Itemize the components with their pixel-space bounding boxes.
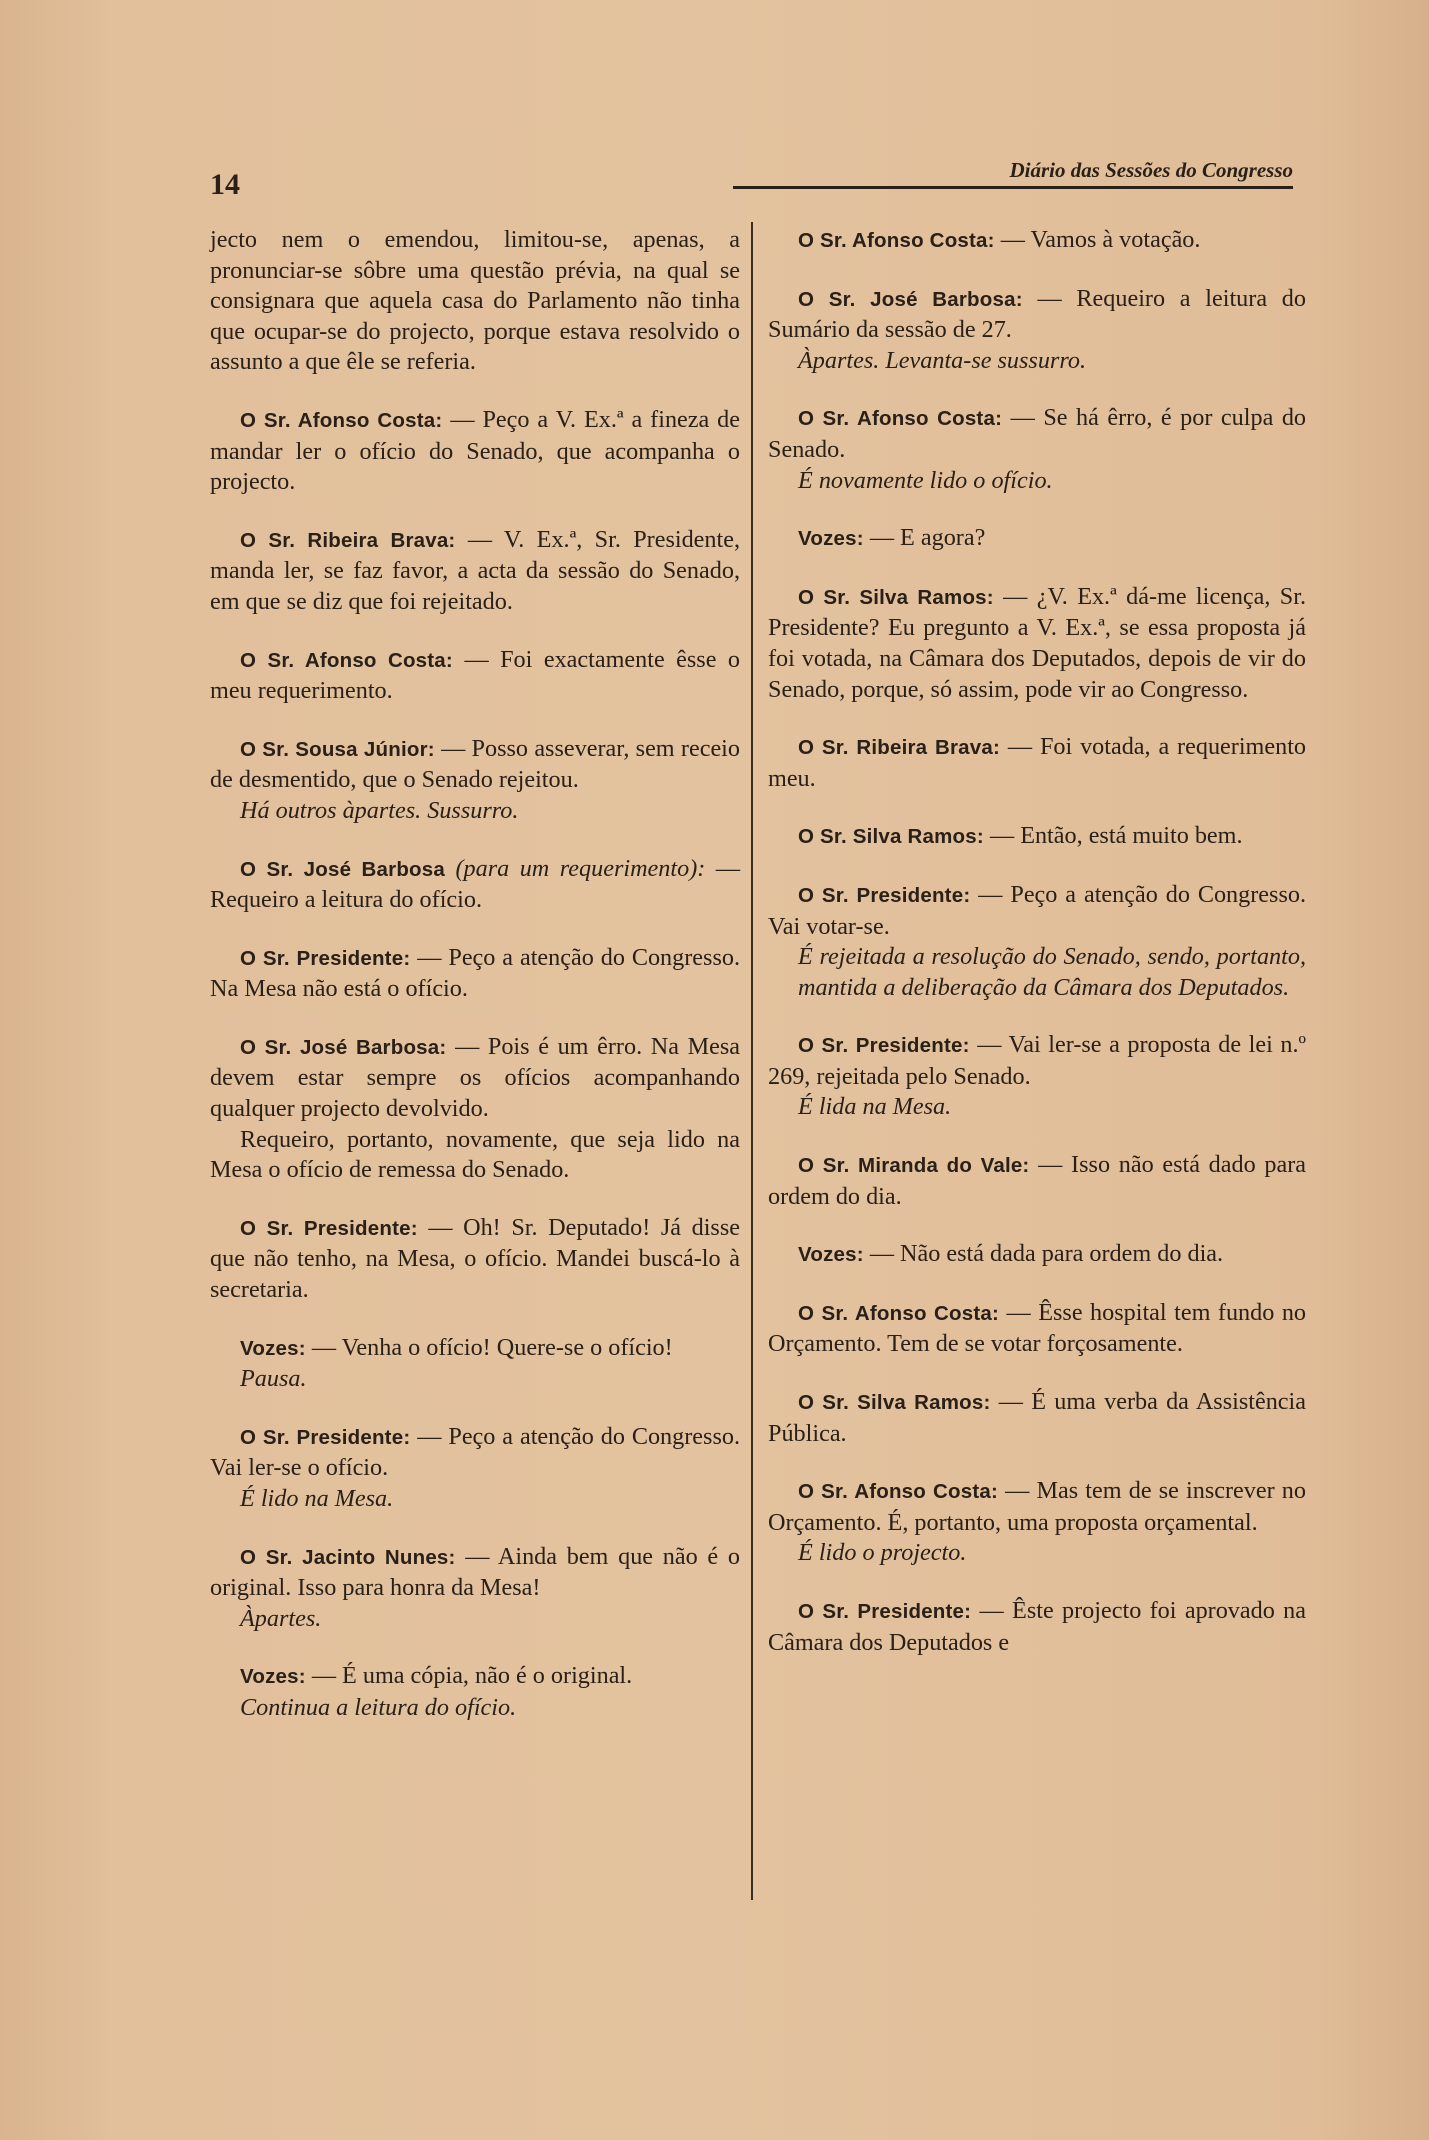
speech-paragraph	[210, 645, 740, 707]
utterance: — Êsse hospital tem fundo no Orçamento. Tem de se votar forçosamente.	[768, 1298, 1307, 1358]
speech-text	[210, 1333, 740, 1365]
speech-text	[768, 821, 1306, 853]
speaker-name: Vozes:	[240, 1336, 306, 1360]
speech-paragraph	[210, 405, 740, 498]
speaker-name: O Sr. José Barbosa:	[798, 287, 1023, 311]
speech-text	[768, 1387, 1306, 1449]
speaker-name: O Sr. Afonso Costa:	[798, 1480, 998, 1504]
utterance: — Isso não está dado para ordem do dia.	[768, 1151, 1306, 1210]
speech-paragraph	[768, 821, 1306, 853]
speech-paragraph	[210, 1422, 740, 1515]
utterance: — Êste projecto foi aprovado na Câmara dos Deputados e	[768, 1597, 1306, 1656]
speaker-name: O Sr. Presidente:	[798, 1600, 972, 1623]
speech-text	[210, 225, 740, 378]
stage-note: Àpartes. Levanta-se sussurro.	[798, 346, 1087, 374]
utterance: — Não está dada para ordem do dia.	[869, 1240, 1224, 1268]
stage-note: É lido o projecto.	[798, 1539, 967, 1567]
speech-paragraph	[210, 1542, 740, 1635]
speech-text	[768, 1239, 1306, 1271]
speaker-name: Vozes:	[798, 527, 864, 551]
speaker-name: O Sr. Presidente:	[798, 1034, 970, 1058]
speech-text	[768, 403, 1306, 465]
speaker-name: O Sr. Afonso Costa:	[798, 407, 1003, 431]
running-title: Diário das Sessões do Congresso	[733, 158, 1293, 189]
speech-continuation: Requeiro, portanto, novamente, que seja lido na Mesa o ofício de remessa do Senado.	[210, 1125, 740, 1184]
utterance: — É uma verba da Assistência Pública.	[768, 1388, 1306, 1447]
speech-paragraph	[768, 1150, 1306, 1212]
speaker-name: O Sr. Jacinto Nunes:	[240, 1545, 456, 1569]
speech-text	[768, 225, 1306, 257]
speech-paragraph	[210, 525, 740, 618]
speaker-name: O Sr. Ribeira Brava:	[240, 528, 456, 552]
speech-text	[768, 1596, 1306, 1658]
page-number: 14	[210, 168, 240, 201]
speech-paragraph	[768, 1298, 1306, 1360]
utterance: jecto nem o emendou, limitou-se, apenas, a pronunciar-se sôbre uma questão prévia, na qual se consignara que aquela casa do Parlamento não tinha que ocupar-se do projecto, porque estava resolvido o assunto a que êle se referia.	[210, 226, 740, 376]
stage-note: É lido na Mesa.	[240, 1485, 394, 1512]
utterance: — Peço a atenção do Congresso. Vai votar-se.	[768, 880, 1306, 940]
speech-paragraph	[210, 225, 740, 378]
speech-text	[210, 854, 740, 916]
speech-text	[210, 1661, 740, 1693]
utterance: — Pois é um êrro. Na Mesa devem estar sempre os ofícios acompanhando qualquer projecto devolvido.	[210, 1032, 740, 1123]
speech-text	[768, 1476, 1306, 1538]
speech-text	[768, 880, 1306, 942]
speech-text	[210, 1213, 740, 1306]
speaker-name: O Sr. Presidente:	[240, 1216, 418, 1240]
utterance: — Peço a V. Ex.ª a fineza de mandar ler o ofício do Senado, que acompanha o projecto.	[210, 405, 741, 496]
speaker-name: O Sr. Ribeira Brava:	[798, 736, 1001, 760]
speech-text	[768, 284, 1306, 346]
speech-text	[210, 943, 740, 1005]
speaker-name: Vozes:	[240, 1665, 306, 1689]
speech-text	[768, 1030, 1306, 1092]
speaker-name: O Sr. Silva Ramos:	[798, 1391, 991, 1415]
speech-paragraph	[768, 582, 1306, 705]
speech-text	[768, 523, 1306, 555]
speech-text	[768, 1298, 1306, 1360]
speaker-name: O Sr. Afonso Costa:	[798, 1301, 1000, 1325]
left-column	[210, 225, 740, 1724]
utterance: — Requeiro a leitura do Sumário da sessão de 27.	[768, 284, 1306, 344]
utterance: — Peço a atenção do Congresso. Vai ler-se o ofício.	[210, 1422, 740, 1482]
utterance: — Então, está muito bem.	[989, 822, 1243, 850]
speaker-name: O Sr. José Barbosa	[240, 857, 445, 881]
stage-note: É lida na Mesa.	[798, 1093, 952, 1121]
utterance: — É uma cópia, não é o original.	[311, 1662, 633, 1690]
speech-text	[768, 732, 1306, 794]
speech-text	[210, 734, 740, 796]
stage-note: Continua a leitura do ofício.	[240, 1693, 517, 1721]
speech-text	[768, 582, 1306, 705]
speech-paragraph	[768, 880, 1306, 1003]
speech-paragraph	[210, 1213, 740, 1306]
utterance: — Requeiro a leitura do ofício.	[210, 854, 740, 914]
speech-paragraph	[768, 1596, 1306, 1658]
speaker-name: O Sr. Presidente:	[240, 946, 411, 970]
utterance: — Venha o ofício! Quere-se o ofício!	[311, 1333, 673, 1361]
stage-note: Àpartes.	[240, 1604, 322, 1632]
utterance: — Peço a atenção do Congresso. Na Mesa não está o ofício.	[210, 943, 740, 1003]
speech-paragraph	[210, 1032, 740, 1186]
stage-note: É novamente lido o ofício.	[798, 466, 1053, 494]
utterance: — Se há êrro, é por culpa do Senado.	[768, 404, 1307, 463]
utterance: — Mas tem de se inscrever no Orçamento. É, portanto, uma proposta orçamental.	[768, 1477, 1306, 1536]
speech-paragraph	[768, 523, 1306, 555]
speech-paragraph	[768, 1239, 1306, 1271]
speech-text	[210, 525, 740, 618]
speaker-name: O Sr. Afonso Costa:	[240, 648, 453, 672]
utterance: — Foi exactamente êsse o meu requerimento.	[210, 645, 741, 705]
speech-text	[210, 645, 740, 707]
speech-paragraph	[768, 403, 1306, 496]
speech-paragraph	[210, 854, 740, 916]
speech-paragraph	[768, 1476, 1306, 1569]
utterance: — V. Ex.ª, Sr. Presidente, manda ler, se faz favor, a acta da sessão do Senado, em que se diz que foi rejeitado.	[210, 525, 741, 615]
utterance: — Oh! Sr. Deputado! Já disse que não tenho, na Mesa, o ofício. Mandei buscá-lo à secretaria.	[210, 1213, 740, 1304]
speaker-name: O Sr. Miranda do Vale:	[798, 1154, 1030, 1178]
speaker-name: O Sr. Presidente:	[240, 1425, 411, 1449]
speech-text	[210, 1542, 740, 1604]
speech-paragraph	[768, 732, 1306, 794]
speech-text	[210, 405, 740, 498]
speaker-name: O Sr. Afonso Costa:	[798, 229, 995, 252]
speech-paragraph	[210, 1661, 740, 1723]
stage-note: Há outros àpartes. Sussurro.	[240, 796, 519, 824]
speaker-name: O Sr. Silva Ramos:	[798, 585, 994, 609]
speaker-name: O Sr. Silva Ramos:	[798, 825, 984, 849]
speech-paragraph	[768, 225, 1306, 257]
speaker-name: O Sr. Presidente:	[798, 883, 971, 907]
column-divider	[751, 222, 753, 1900]
speaker-name: O Sr. José Barbosa:	[240, 1035, 447, 1059]
speaker-name: O Sr. Sousa Júnior:	[240, 737, 435, 761]
speaker-name: Vozes:	[798, 1243, 864, 1267]
utterance: — Foi votada, a requerimento meu.	[768, 733, 1307, 792]
right-column	[768, 225, 1306, 1658]
speech-paragraph	[768, 1030, 1306, 1123]
speech-paragraph	[768, 284, 1306, 377]
utterance: — Posso asseverar, sem receio de desmentido, que o Senado rejeitou.	[210, 734, 740, 794]
speaker-name: O Sr. Afonso Costa:	[240, 408, 443, 432]
utterance: — Vai ler-se a proposta de lei n.º 269, rejeitada pelo Senado.	[768, 1031, 1306, 1090]
stage-note: Pausa.	[240, 1365, 307, 1393]
utterance: — ¿V. Ex.ª dá-me licença, Sr. Presidente? Eu pregunto a V. Ex.ª, se essa proposta já foi votada, na Câmara dos Deputados, depois de vir do Senado, porque, só assim, pode vir ao Congresso.	[768, 582, 1306, 703]
speech-text	[210, 1422, 740, 1484]
utterance: — Ainda bem que não é o original. Isso para honra da Mesa!	[210, 1542, 740, 1602]
speech-text	[768, 1150, 1306, 1212]
speaker-qualifier: (para um requerimento):	[455, 854, 706, 882]
speech-paragraph	[210, 943, 740, 1005]
speech-paragraph	[768, 1387, 1306, 1449]
speech-paragraph	[210, 734, 740, 827]
utterance: — E agora?	[869, 524, 986, 552]
stage-note: É rejeitada a resolução do Senado, sendo, portanto, mantida a deliberação da Câmara dos Deputados.	[798, 943, 1306, 1001]
speech-paragraph	[210, 1333, 740, 1395]
utterance: — Vamos à votação.	[1000, 226, 1201, 253]
speech-text	[210, 1032, 740, 1125]
